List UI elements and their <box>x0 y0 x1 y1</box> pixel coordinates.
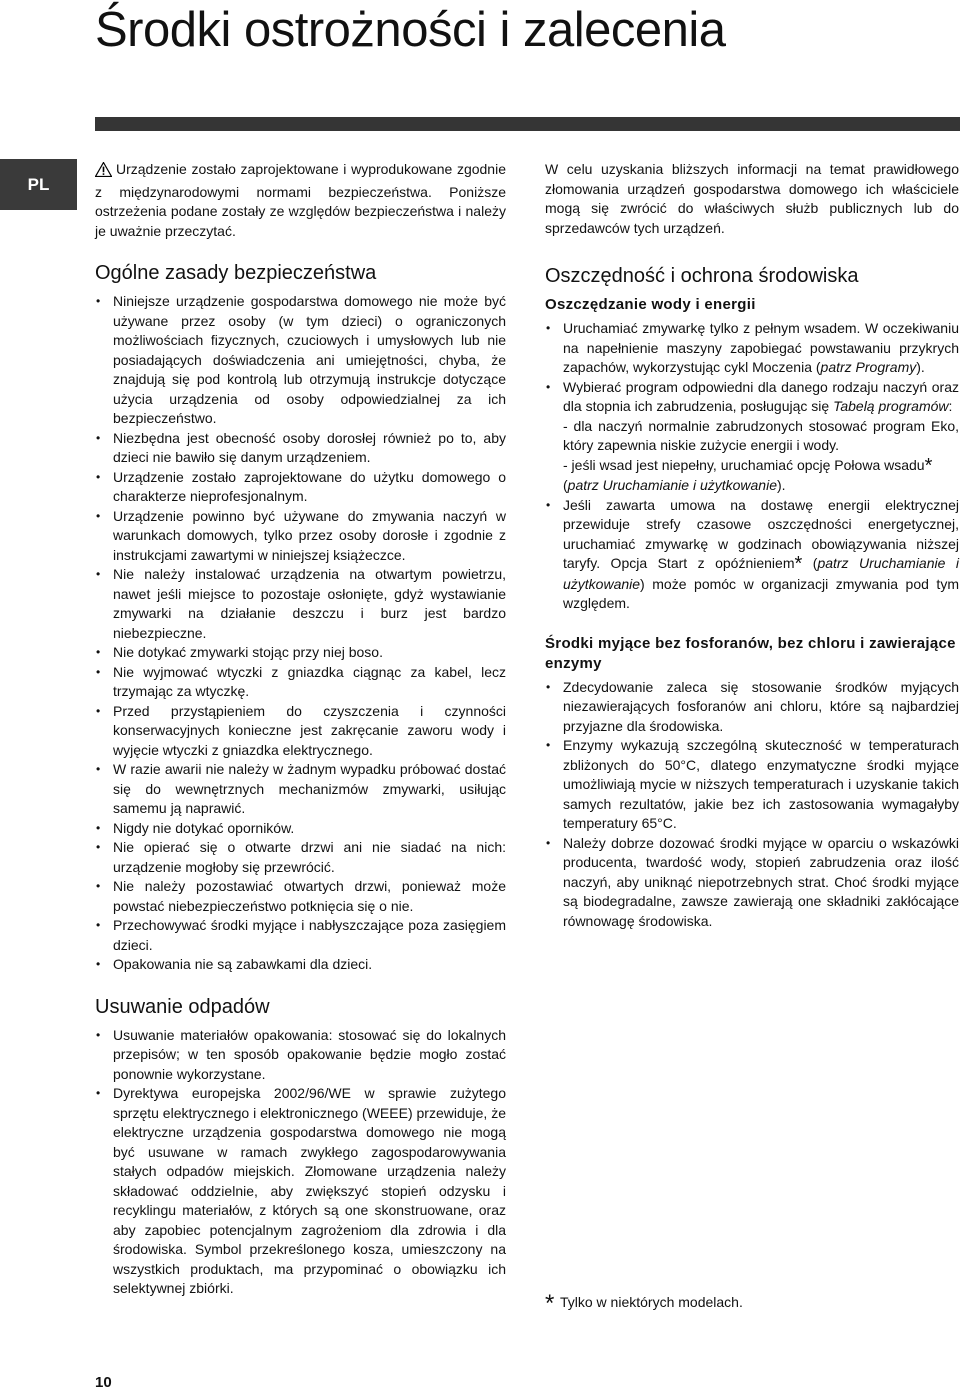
item-text: - jeśli wsad jest niepełny, uruchamiać opcję Połowa wsadu <box>563 456 925 473</box>
item-text: ). <box>777 477 786 493</box>
list-item: • Urządzenie powinno być używane do zmywania naczyń w warunkach domowych, tylko przez osoby dorosłe i zgodnie z instrukcjami zawartymi w niniejszej książeczce. <box>95 507 506 566</box>
item-text: Uruchamiać zmywarkę tylko z pełnym wsadem. W oczekiwaniu na napełnienie maszyny zapobiegać powstawaniu przykrych zapachów, wykorzystując cykl Moczenia ( <box>563 320 959 375</box>
disposal-info-paragraph: W celu uzyskania bliższych informacji na temat prawidłowego złomowania urządzeń gospodarstwa domowego ich właściciele mogą się zwrócić do właściwych służb publicznych lub do sprzedawców tych urządzeń. <box>545 161 959 236</box>
list-item: • Nigdy nie dotykać oporników. <box>95 819 506 839</box>
list-item: • Nie opierać się o otwarte drzwi ani nie siadać na nich: urządzenie mogłoby się przewrócić. <box>95 838 506 877</box>
waste-disposal-list <box>95 1026 506 1299</box>
item-text: ( <box>563 477 568 493</box>
list-item: • Nie należy instalować urządzenia na otwartym powietrzu, nawet jeśli miejsce to pozostaje osłonięte, gdyż wystawianie zmywarki na działanie deszczu i burz jest bardzo niebezpieczne. <box>95 565 506 643</box>
water-energy-heading: Oszczędzanie wody i energii <box>545 296 756 313</box>
list-item: • Przed przystąpieniem do czyszczenia i czynności konserwacyjnych konieczne jest zakręcanie zaworu wody i wyjęcie wtyczki z gniazdka elektrycznego. <box>95 702 506 761</box>
general-safety-heading: Ogólne zasady bezpieczeństwa <box>95 262 377 284</box>
language-tab: PL <box>0 159 77 210</box>
item-text: Jeśli zawarta umowa na dostawę energii elektrycznej przewiduje strefy czasowe oszczędności energetycznej, uruchamiać zmywarkę w godzinach obowiązywania niższej taryfy. Opcja Start z opóźnieniem <box>563 496 959 571</box>
general-safety-list <box>95 292 506 975</box>
item-reference: patrz Programy <box>820 359 917 375</box>
sub-item-half-load <box>545 456 959 496</box>
detergents-heading: Środki myjące bez fosforanów, bez chloru i zawierające enzymy <box>545 634 956 672</box>
list-item: • Usuwanie materiałów opakowania: stosować się do lokalnych przepisów; w ten sposób opakowanie będzie mogło zostać ponownie wykorzystane. <box>95 1026 506 1085</box>
page-number: 10 <box>95 1374 112 1391</box>
item-text: ) może pomóc w organizacji zmywania pod tym względem. <box>563 575 959 611</box>
asterisk-mark: * <box>924 454 933 477</box>
list-item: • Enzymy wykazują szczególną skuteczność w temperaturach zbliżonych do 50°C, dlatego enzymatyczne środki myjące umożliwiają mycie w niższych temperaturach i uzyskanie takich samych rezultatów, jakie bez ich zastosowania wymagałyby temperatury 65°C. <box>545 736 959 834</box>
list-item: • Opakowania nie są zabawkami dla dzieci. <box>95 955 506 975</box>
list-item: • Nie należy pozostawiać otwartych drzwi, ponieważ może powstać niebezpieczeństwo potknięcia się o nie. <box>95 877 506 916</box>
item-text: ). <box>916 359 925 375</box>
left-column <box>95 160 506 1299</box>
item-text: ( <box>802 555 818 571</box>
list-item: • Dyrektywa europejska 2002/96/WE w sprawie zużytego sprzętu elektrycznego i elektronicznego (WEEE) przewiduje, że elektryczne urządzenia gospodarstwa domowego nie mogą być usuwane w ramach zwykłego zagospodarowywania stałych odpadów miejskich. Złomowane urządzenia należy składować oddzielnie, aby zwiększyć stopień odzysku i recyklingu materiałów, z których są one skonstruowane, oraz aby zapobiec potencjalnym zagrożeniom dla zdrowia i dla środowiska. Symbol przekreślonego kosza, umieszczony na wszystkich produktach, ma przypominać o obowiązku ich selektywnej zbiórki. <box>95 1084 506 1299</box>
page-title: Środki ostrożności i zalecenia <box>95 3 726 57</box>
item-text: Wybierać program odpowiedni dla danego rodzaju naczyń oraz dla stopnia ich zabrudzenia, posługując się <box>563 378 959 414</box>
water-energy-list-continued <box>545 496 959 614</box>
water-energy-list <box>545 319 959 417</box>
item-reference: patrz Uruchamianie i użytkowanie <box>563 555 959 592</box>
item-text: : <box>948 398 953 414</box>
footnote <box>545 1290 743 1318</box>
detergents-list <box>545 678 959 932</box>
list-item <box>545 496 959 614</box>
list-item: • W razie awarii nie należy w żadnym wypadku próbować dostać się do wewnętrznych mechanizmów zmywarki, usiłując samemu ją naprawić. <box>95 760 506 819</box>
title-rule <box>95 117 960 131</box>
list-item: • Nie dotykać zmywarki stojąc przy niej boso. <box>95 643 506 663</box>
item-reference: Tabelą programów <box>833 398 949 414</box>
waste-disposal-heading: Usuwanie odpadów <box>95 995 270 1018</box>
asterisk-mark: * <box>794 553 803 575</box>
list-item: • Niezbędna jest obecność osoby dorosłej również po to, aby dzieci nie bawiło się danym urządzeniem. <box>95 429 506 468</box>
list-item: • Nie wyjmować wtyczki z gniazdka ciągnąc za kabel, lecz trzymając za wtyczkę. <box>95 663 506 702</box>
list-item: • Urządzenie zostało zaprojektowane do użytku domowego o charakterze nieprofesjonalnym. <box>95 468 506 507</box>
footnote-text: Tylko w niektórych modelach. <box>559 1294 743 1310</box>
savings-heading: Oszczędność i ochrona środowiska <box>545 265 859 287</box>
list-item: • Przechowywać środki myjące i nabłyszczające poza zasięgiem dzieci. <box>95 916 506 955</box>
asterisk-mark: * <box>545 1290 555 1317</box>
intro-text: Urządzenie zostało zaprojektowane i wyprodukowane zgodnie z międzynarodowymi normami bezpieczeństwa. Poniższe ostrzeżenia podane zostały ze względów bezpieczeństwa i należy je uważnie przeczytać. <box>95 161 506 239</box>
item-reference: patrz Uruchamianie i użytkowanie <box>567 477 777 493</box>
intro-paragraph <box>95 160 506 241</box>
list-item <box>545 319 959 378</box>
list-item <box>545 378 959 417</box>
list-item: • Niniejsze urządzenie gospodarstwa domowego nie może być używane przez osoby (w tym dzieci) o ograniczonych możliwościach fizycznych, czuciowych i umysłowych lub nie posiadających doświadczenia ani umiejętności, chyba, że znajdują się pod kontrolą lub otrzymują instrukcje dotyczące użycia urządzenia od osoby odpowiedzialnej za ich bezpieczeństwo. <box>95 292 506 429</box>
list-item: • Należy dobrze dozować środki myjące w oparciu o wskazówki producenta, twardość wody, stopień zabrudzenia oraz ilość naczyń, aby uniknąć niepotrzebnych strat. Choć środki myjące są biodegradalne, zawsze zawierają one składniki zakłócające równowagę środowiska. <box>545 834 959 932</box>
sub-item-eco: - dla naczyń normalnie zabrudzonych stosować program Eko, który zapewnia niskie zużycie energii i wody. <box>563 417 959 453</box>
warning-icon <box>95 162 112 183</box>
list-item: • Zdecydowanie zaleca się stosowanie środków myjących niezawierających fosforanów ani chloru, które są najbardziej przyjazne dla środowiska. <box>545 678 959 737</box>
right-column <box>545 160 959 931</box>
